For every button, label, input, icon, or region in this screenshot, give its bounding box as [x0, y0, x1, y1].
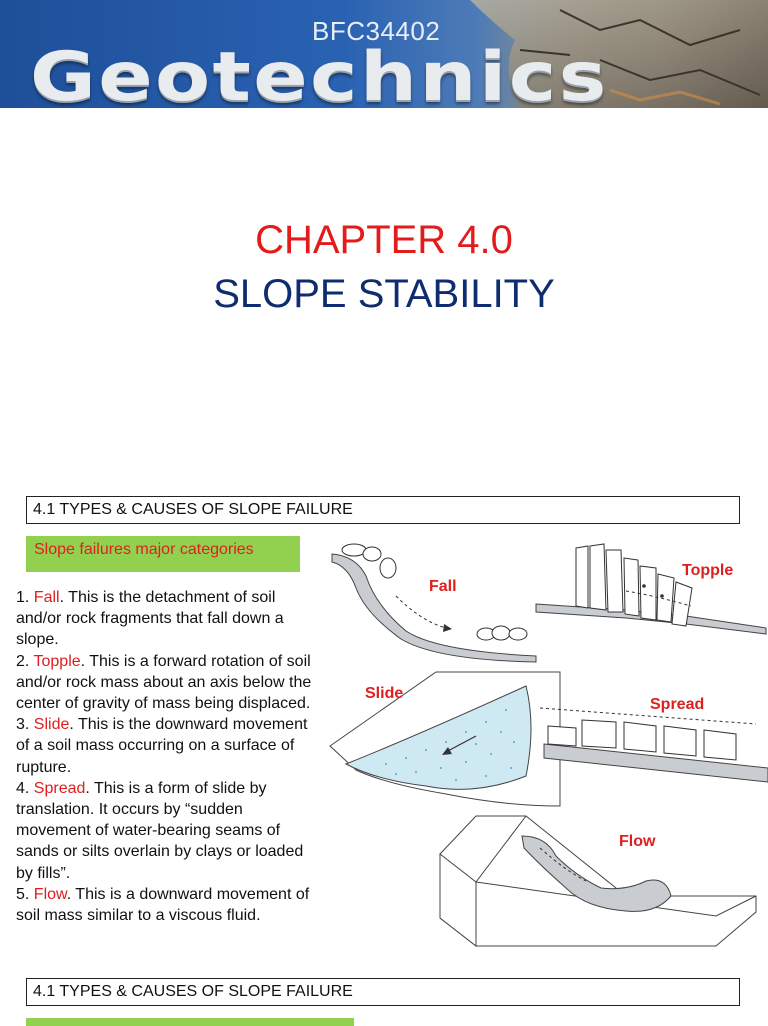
- label-flow: Flow: [619, 833, 656, 850]
- list-item: 1. Fall. This is the detachment of soil and/or rock fragments that fall down a slope.: [16, 589, 284, 649]
- failure-types-list: [16, 587, 314, 926]
- course-code: BFC34402: [312, 16, 441, 46]
- term-spread: Spread: [33, 779, 86, 797]
- list-item: 2. Topple. This is a forward rotation of soil and/or rock mass about an axis below the center of gravity of mass being displaced.: [16, 652, 312, 713]
- term-topple: Topple: [33, 652, 81, 670]
- topple-diagram: [536, 544, 766, 634]
- section-heading-box: 4.1 TYPES & CAUSES OF SLOPE FAILURE: [26, 496, 740, 524]
- header-banner: [0, 0, 768, 108]
- section-heading-box-2: 4.1 TYPES & CAUSES OF SLOPE FAILURE: [26, 978, 740, 1006]
- spread-diagram: [540, 708, 768, 782]
- fall-diagram: [332, 544, 536, 662]
- chapter-subject: SLOPE STABILITY: [213, 272, 555, 316]
- chapter-number: CHAPTER 4.0: [255, 218, 513, 262]
- list-item: 3. Slide. This is the downward movement of a soil mass occurring on a surface of rupture.: [16, 716, 308, 776]
- term-slide: Slide: [33, 716, 70, 734]
- label-spread: Spread: [650, 696, 705, 713]
- list-item: 4. Spread. This is a form of slide by translation. It occurs by “sudden movement of water-bearing seams of sands or silts overlain by clays or loaded by fills”.: [16, 779, 304, 882]
- categories-label-2: [26, 1018, 354, 1026]
- banner-title: Geotechnics: [30, 38, 609, 108]
- term-flow: Flow: [33, 885, 67, 903]
- list-item: 5. Flow. This is a downward movement of soil mass similar to a viscous fluid.: [16, 885, 310, 925]
- term-fall: Fall: [33, 589, 60, 606]
- label-slide: Slide: [365, 685, 404, 702]
- flow-diagram: [440, 816, 756, 946]
- label-topple: Topple: [682, 562, 734, 579]
- label-fall: Fall: [429, 578, 457, 595]
- slope-failure-diagrams: [326, 536, 768, 956]
- categories-label: Slope failures major categories: [26, 536, 300, 572]
